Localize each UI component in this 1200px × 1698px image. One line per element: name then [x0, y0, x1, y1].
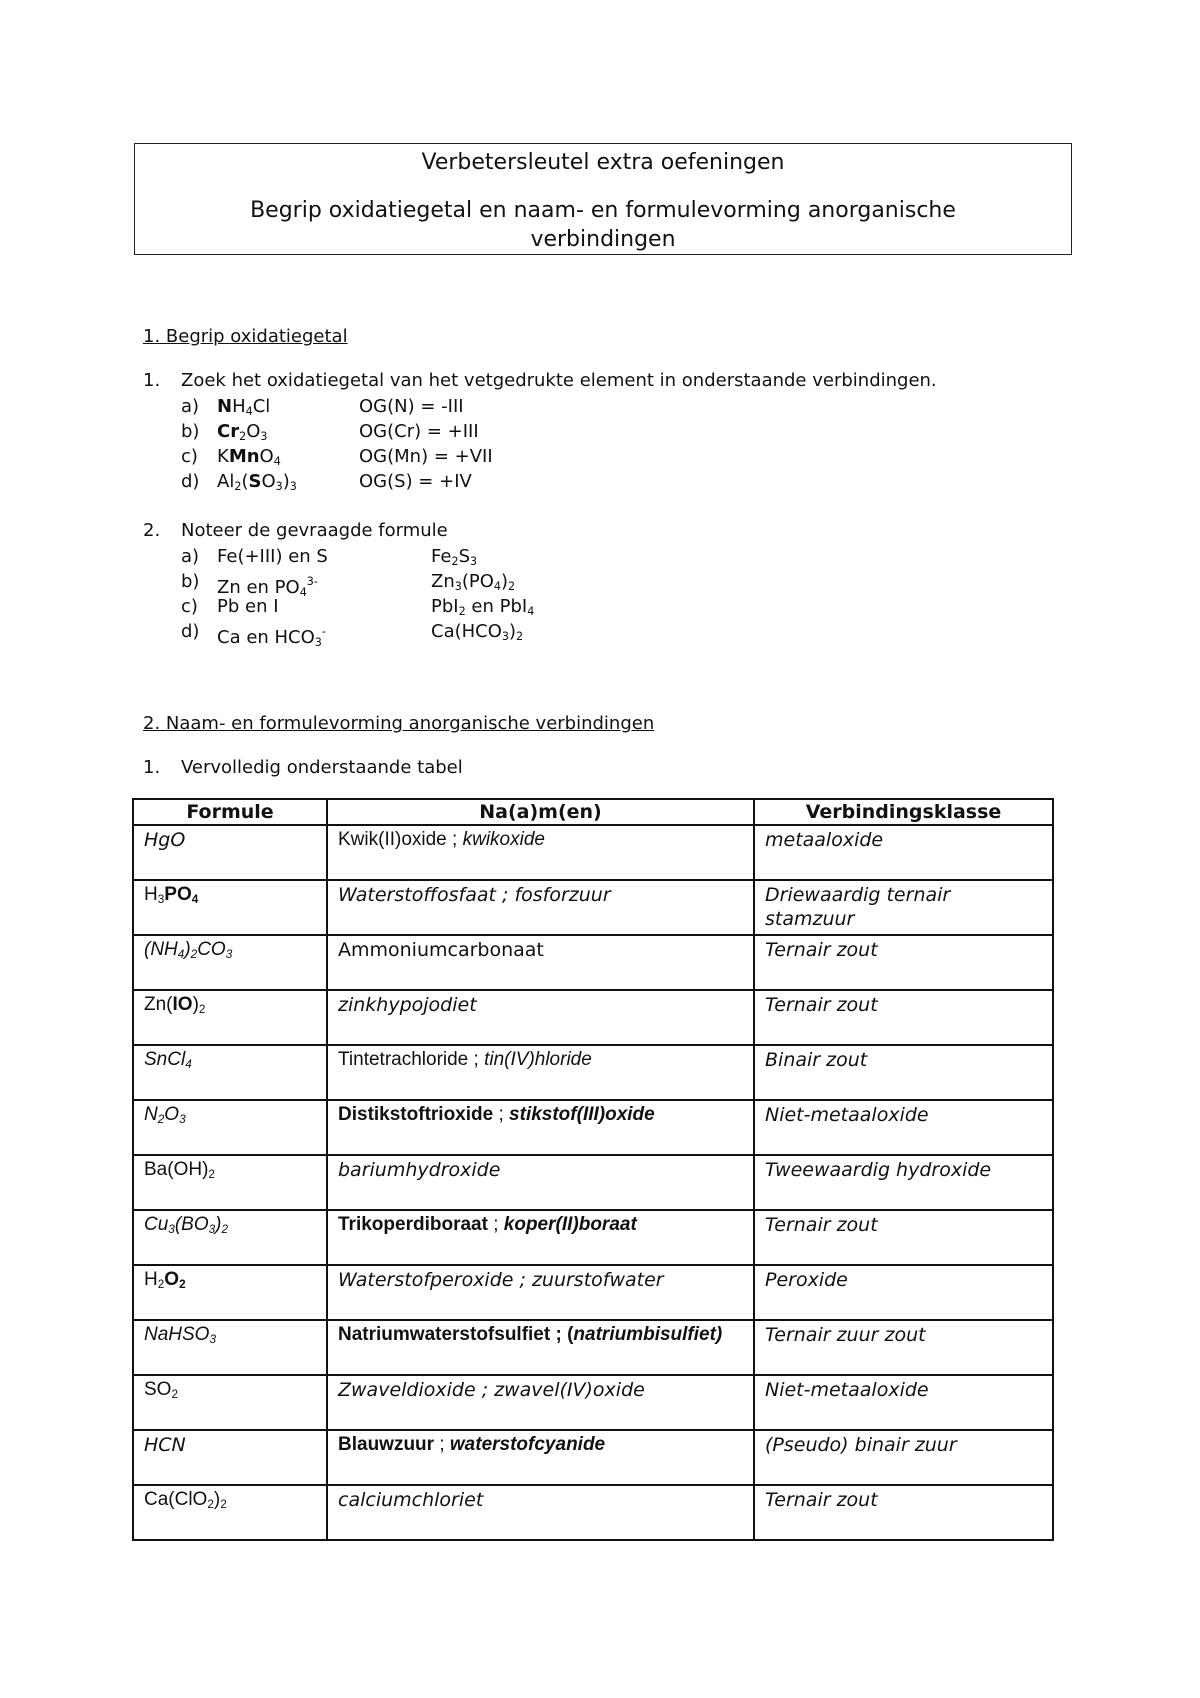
class-cell: Ternair zout [754, 935, 1053, 990]
og-item-a: a) $NH_4Cl$ OG(N) = -III [0, 395, 1200, 419]
class-cell: Ternair zuur zout [754, 1320, 1053, 1375]
table-row [133, 935, 1053, 990]
name-cell: Trikoperdiboraat ; koper(II)boraat [327, 1210, 754, 1265]
answer: $Ca(HCO_3)_2$ [431, 621, 524, 643]
name-cell: Distikstoftrioxide ; stikstof(III)oxide [327, 1100, 754, 1155]
class-cell: Niet-metaaloxide [754, 1100, 1053, 1155]
answer: $Fe_2S_3$ [431, 546, 478, 568]
class-cell: (Pseudo) binair zuur [754, 1430, 1053, 1485]
formula-cell: NaHSO$_3$ [133, 1320, 327, 1375]
name-cell: Ammoniumcarbonaat [327, 935, 754, 990]
section1-heading: 1. Begrip oxidatiegetal [143, 326, 348, 347]
table-row [133, 825, 1053, 880]
table-row [133, 1375, 1053, 1430]
title-box [134, 143, 1072, 255]
table-row [133, 1210, 1053, 1265]
name-cell: calciumchloriet [327, 1485, 754, 1540]
document-title: Verbetersleutel extra oefeningen [421, 150, 785, 175]
table-row [133, 990, 1053, 1045]
formula: KMnO$_4$ [217, 446, 281, 468]
name-cell: Waterstofperoxide ; zuurstofwater [327, 1265, 754, 1320]
answer: PbI$_2$ en PbI$_4$ [431, 596, 535, 618]
question-text: Zoek het oxidatiegetal van het vetgedrukte element in onderstaande verbindingen. [181, 370, 937, 391]
class-cell: Niet-metaaloxide [754, 1375, 1053, 1430]
og-item-c: c) KMnO$_4$ OG(Mn) = +VII [0, 445, 1200, 469]
question-text: Vervolledig onderstaande tabel [181, 757, 463, 778]
class-cell: Ternair zout [754, 1210, 1053, 1265]
table-row [133, 1045, 1053, 1100]
formula-cell: $H_3PO_4$ [133, 880, 327, 935]
name-cell: Waterstoffosfaat ; fosforzuur [327, 880, 754, 935]
name-cell: Kwik(II)oxide ; kwikoxide [327, 825, 754, 880]
formula-item-c: c) Pb en I PbI$_2$ en PbI$_4$ [0, 595, 1200, 619]
formula-cell: $(NH_4)_2CO_3$ [133, 935, 327, 990]
formula-cell: $N_2O_3$ [133, 1100, 327, 1155]
name-cell: Zwaveldioxide ; zwavel(IV)oxide [327, 1375, 754, 1430]
class-cell: Tweewaardig hydroxide [754, 1155, 1053, 1210]
formula-cell: $SO_2$ [133, 1375, 327, 1430]
class-cell: Binair zout [754, 1045, 1053, 1100]
og-item-b: b) $Cr_2O_3$ OG(Cr) = +III [0, 420, 1200, 444]
table-header-row [133, 799, 1053, 825]
name-cell: zinkhypojodiet [327, 990, 754, 1045]
header-naam: Na(a)m(en) [327, 799, 754, 825]
question-number: 2. [143, 520, 161, 541]
table-row [133, 1100, 1053, 1155]
formula-cell: $H_2O_2$ [133, 1265, 327, 1320]
compounds-table [132, 798, 1054, 1541]
formula-cell: HgO [133, 825, 327, 880]
section2-heading: 2. Naam- en formulevorming anorganische verbindingen [143, 713, 655, 734]
table-row [133, 880, 1053, 935]
formula-cell: $Ba(OH)_2$ [133, 1155, 327, 1210]
table-row [133, 1430, 1053, 1485]
formula-item-a: a) Fe(+III) en S $Fe_2S_3$ [0, 545, 1200, 569]
formula-cell: $Cu_3(BO_3)_2$ [133, 1210, 327, 1265]
formula-cell: $Ca(ClO_2)_2$ [133, 1485, 327, 1540]
name-cell: bariumhydroxide [327, 1155, 754, 1210]
formula-cell: $Zn(IO)_2$ [133, 990, 327, 1045]
class-cell: Peroxide [754, 1265, 1053, 1320]
document-subtitle: Begrip oxidatiegetal en naam- en formulevorming anorganische verbindingen [250, 198, 956, 252]
table-row [133, 1485, 1053, 1540]
table-row [133, 1320, 1053, 1375]
header-formule: Formule [133, 799, 327, 825]
class-cell: Driewaardig ternair stamzuur [754, 880, 1053, 935]
formula-item-b: b) Zn en $PO_4^{3-}$ $Zn_3(PO_4)_2$ [181, 571, 516, 599]
name-cell: Blauwzuur ; waterstofcyanide [327, 1430, 754, 1485]
answer: $Zn_3(PO_4)_2$ [431, 571, 516, 593]
table-row [133, 1155, 1053, 1210]
formula-cell: HCN [133, 1430, 327, 1485]
name-cell: Natriumwaterstofsulfiet ; (natriumbisulfiet) [327, 1320, 754, 1375]
name-cell: Tintetrachloride ; tin(IV)hloride [327, 1045, 754, 1100]
question-text: Noteer de gevraagde formule [181, 520, 448, 541]
formula: $NH_4Cl$ [217, 396, 271, 418]
header-klasse: Verbindingsklasse [754, 799, 1053, 825]
formula-cell: SnCl$_4$ [133, 1045, 327, 1100]
class-cell: metaaloxide [754, 825, 1053, 880]
formula: $Cr_2O_3$ [217, 421, 268, 443]
class-cell: Ternair zout [754, 990, 1053, 1045]
table-row [133, 1265, 1053, 1320]
formula-item-d: d) Ca en $HCO_3^-$ $Ca(HCO_3)_2$ [181, 621, 524, 649]
og-item-d: d) $Al_2(SO_3)_3$ OG(S) = +IV [0, 470, 1200, 494]
formula: $Al_2(SO_3)_3$ [217, 471, 297, 493]
class-cell: Ternair zout [754, 1485, 1053, 1540]
question-number: 1. [143, 370, 161, 391]
question-number: 1. [143, 757, 161, 778]
